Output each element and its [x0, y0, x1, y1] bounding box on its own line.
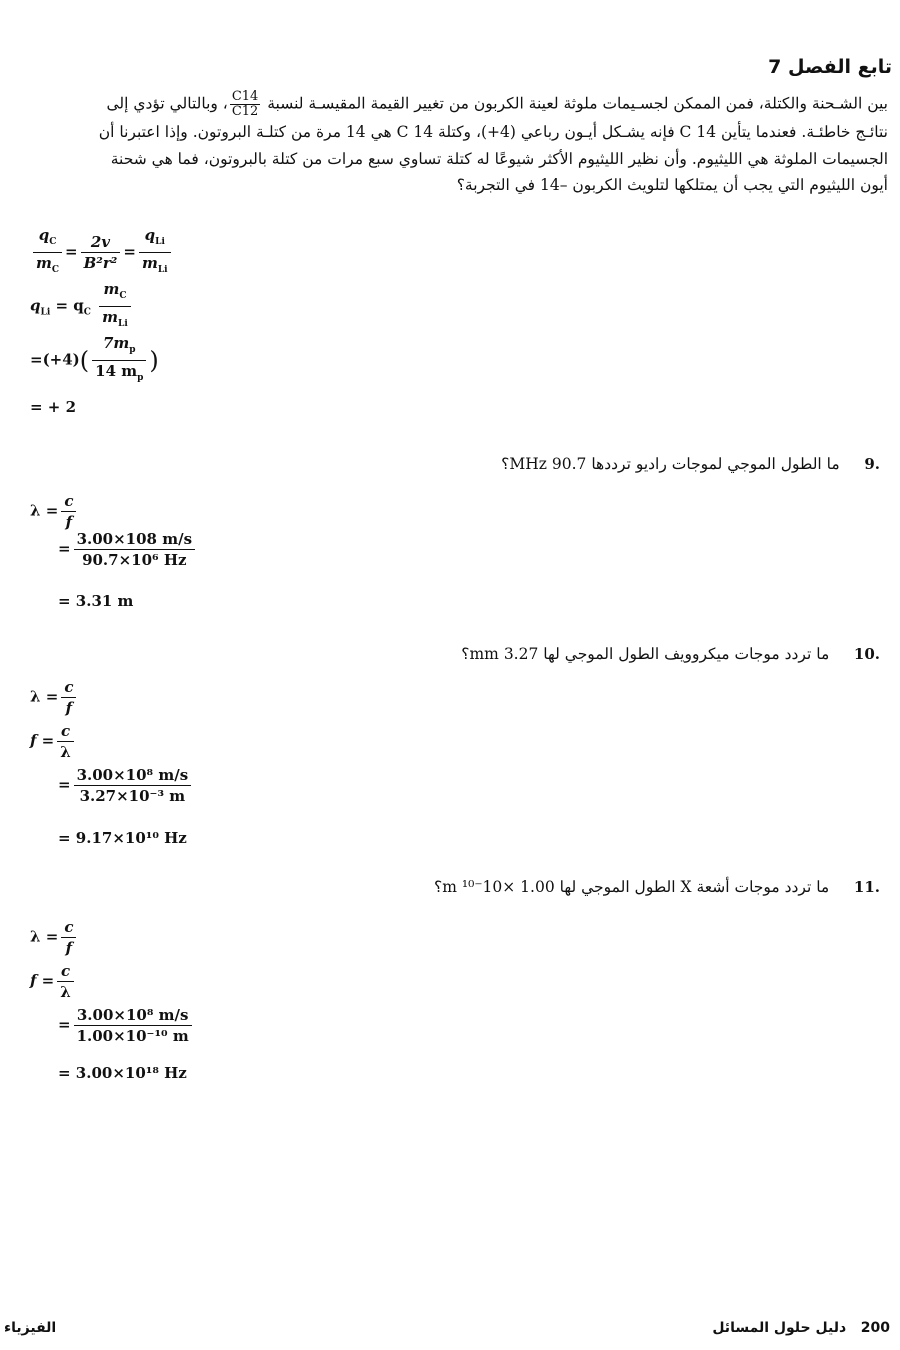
intro-line-3: الجسيمات الملوثة هي الليثيوم. وأن نظير الليثيوم الأكثر شيوعًا له كتلة تساوي سبع مرات من كتلة بالبروتون، فما هي شحنة	[110, 149, 888, 168]
question-9: .9 ما الطول الموجي لموجات راديو ترددها 90.7 MHz؟	[501, 455, 880, 473]
q9-result: = 3.31 m	[58, 592, 134, 610]
q10-result: = 9.17×10¹⁰ Hz	[58, 829, 187, 847]
c14-c12-ratio: $\frac{C14}{C12}$	[231, 89, 259, 119]
q10-step-2: f = $\frac{c}{\lambda}$	[30, 722, 77, 761]
intro-line-4: أيون الليثيوم التي يجب أن يمتلكها لتلويث الكربون –14 في التجربة؟	[456, 176, 888, 194]
intro-line-1: بين الشـحنة والكتلة، فمن الممكن لجسـيمات ملوثة لعينة الكربون من تغيير القيمة المقيسـة لنسبة $\frac{C14}{C12}$ ، وبالتالي تؤدي إلى	[106, 89, 888, 119]
page-number: 200	[860, 1320, 890, 1336]
question-11: .11 ما تردد موجات أشعة X الطول الموجي لها 1.00 ×10⁻¹⁰ m؟	[434, 878, 880, 896]
subject-label: الفيزياء	[4, 1320, 57, 1336]
lithium-charge-substitution: =(+4)( $\frac{7m_p}{14 m_p}$ )	[30, 334, 159, 383]
book-title: دليل حلول المسائل	[712, 1320, 847, 1336]
page-footer-right	[712, 1320, 890, 1336]
q11-result: = 3.00×10¹⁸ Hz	[58, 1064, 187, 1082]
charge-mass-equation: $\frac{q_C}{m_C}$ = $\frac{2v}{\text{B²r²}}$ = $\frac{q_{Li}}{m_{Li}}$	[30, 226, 174, 279]
lithium-charge-result: = + 2	[30, 398, 77, 416]
intro-line-2: نتائـج خاطئـة. فعندما يتأين C 14 فإنه يشـكل أيـون رباعي (4+)، وكتلة C 14 هي 14 مرة من كتلـة البروتون. وإذا اعتبرنا أن	[98, 123, 888, 141]
question-10: .10 ما تردد موجات ميكروويف الطول الموجي لها 3.27 mm؟	[461, 645, 880, 663]
q9-step-2: = $\frac{3.00\times 108 m/s}{\text{90.7×10⁶ Hz}}$	[58, 530, 198, 569]
section-title: تابع الفصل 7	[768, 56, 892, 78]
lithium-charge-equation: $q_{Li} = q_C$ $\frac{m_C}{m_{Li}}$	[30, 280, 134, 333]
intro-paragraph	[0, 90, 888, 199]
q10-step-3: = $\frac{\text{3.00×10⁸ m/s}}{\text{3.27×10⁻³ m}}$	[58, 766, 194, 805]
q11-step-1: λ = $\frac{c}{f}$	[30, 918, 79, 957]
q11-step-2: f = $\frac{c}{\lambda}$	[30, 962, 77, 1001]
q11-step-3: = $\frac{\text{3.00×10⁸ m/s}}{\text{1.00×10⁻¹⁰ m}}$	[58, 1006, 195, 1045]
q9-step-1: λ = $\frac{c}{f}$	[30, 492, 79, 531]
q10-step-1: λ = $\frac{c}{f}$	[30, 678, 79, 717]
